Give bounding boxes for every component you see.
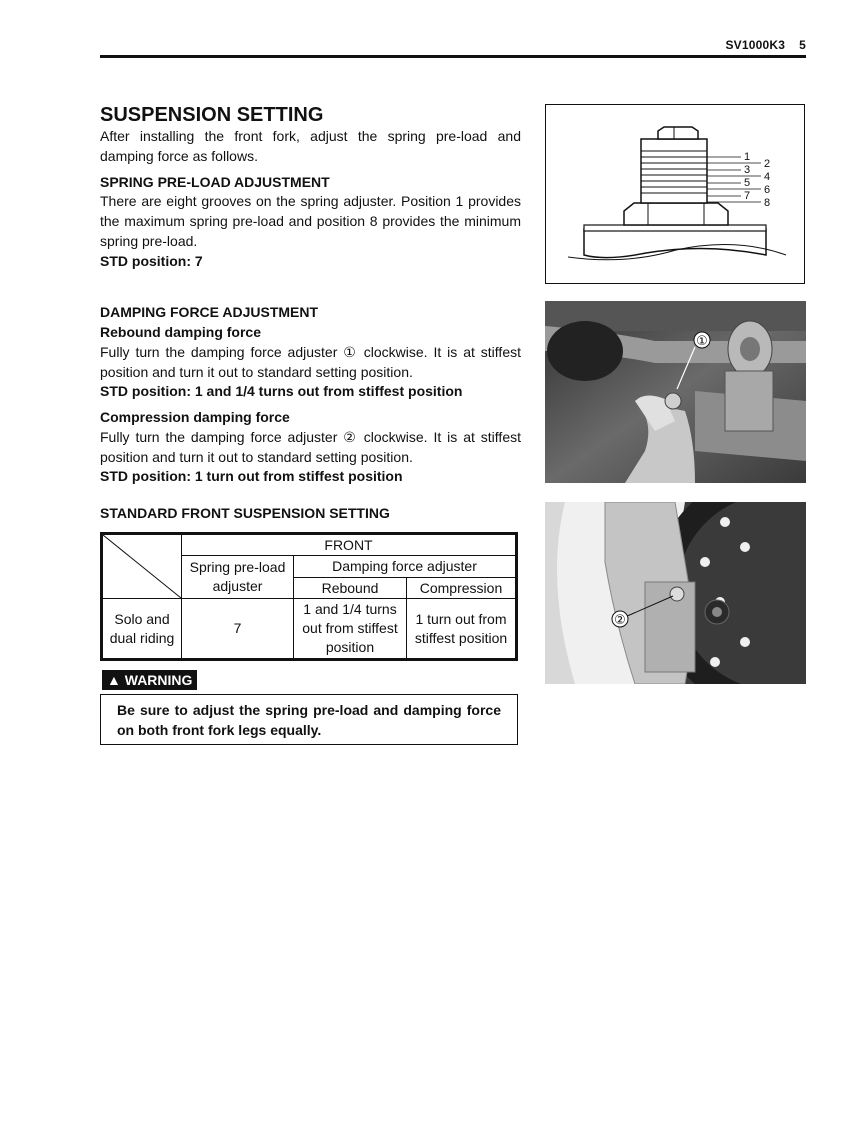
- compression-col-header: Compression: [407, 578, 516, 599]
- page-number: 5: [799, 38, 806, 52]
- diagram-position-label: 5: [744, 177, 751, 189]
- damping-col-header: Damping force adjuster: [294, 556, 516, 578]
- diagonal-line: [103, 535, 181, 598]
- rebound-photo-illustration: [545, 301, 806, 483]
- diagonal-cell: [103, 535, 182, 599]
- callout-2-label: ②: [614, 613, 626, 628]
- warning-badge: [102, 670, 197, 690]
- spring-col-header: Spring pre-load adjuster: [182, 556, 294, 599]
- warning-triangle-icon: ▲: [107, 672, 121, 688]
- rebound-value: 1 and 1/4 turns out from stiffest position: [294, 599, 407, 659]
- spring-paragraph: There are eight grooves on the spring adjuster. Position 1 provides the maximum spring pre-load and position 8 provides the minimum spring pre-load.: [100, 193, 521, 249]
- diagram-position-label: 3: [744, 164, 751, 176]
- diagram-position-label: 2: [764, 158, 771, 170]
- diagram-position-label: 6: [764, 184, 771, 196]
- warning-box: Be sure to adjust the spring pre-load and damping force on both front fork legs equally.: [100, 694, 518, 745]
- warning-label: WARNING: [124, 672, 193, 688]
- rebound-std: STD position: 1 and 1/4 turns out from stiffest position: [100, 383, 463, 399]
- front-header: FRONT: [182, 535, 516, 556]
- rebound-heading: Rebound damping force: [100, 324, 261, 340]
- compression-adjuster-photo: [545, 502, 806, 684]
- compression-std: STD position: 1 turn out from stiffest position: [100, 468, 403, 484]
- row-label: Solo and dual riding: [103, 599, 182, 659]
- callout-1-label: ①: [696, 334, 708, 349]
- compression-heading: Compression damping force: [100, 409, 290, 425]
- damping-heading: DAMPING FORCE ADJUSTMENT: [100, 304, 319, 320]
- header-rule: [100, 55, 806, 58]
- spring-heading: SPRING PRE-LOAD ADJUSTMENT: [100, 174, 330, 190]
- adjuster-drawing: [546, 105, 804, 283]
- rebound-paragraph: Fully turn the damping force adjuster ① clockwise. It is at stiffest position and turn it out to standard setting position.: [100, 344, 521, 380]
- model-code: SV1000K3: [725, 38, 786, 52]
- diagram-position-label: 8: [764, 197, 771, 209]
- compression-paragraph: Fully turn the damping force adjuster ② clockwise. It is at stiffest position and turn it out to standard setting position.: [100, 429, 521, 465]
- intro-paragraph: After installing the front fork, adjust the spring pre-load and damping force as follows.: [100, 128, 521, 164]
- spring-value: 7: [182, 599, 294, 659]
- compression-photo-illustration: [545, 502, 806, 684]
- spring-std: STD position: 7: [100, 253, 203, 269]
- compression-value: 1 turn out from stiffest position: [407, 599, 516, 659]
- rebound-col-header: Rebound: [294, 578, 407, 599]
- settings-table: [100, 532, 518, 661]
- page-header: [725, 38, 806, 52]
- diagram-position-label: 1: [744, 151, 751, 163]
- diagram-position-label: 4: [764, 171, 771, 183]
- adjuster-diagram: [545, 104, 805, 284]
- section-title: SUSPENSION SETTING: [100, 104, 324, 126]
- rebound-adjuster-photo: [545, 301, 806, 483]
- diagram-position-label: 7: [744, 190, 751, 202]
- table-heading: STANDARD FRONT SUSPENSION SETTING: [100, 505, 390, 521]
